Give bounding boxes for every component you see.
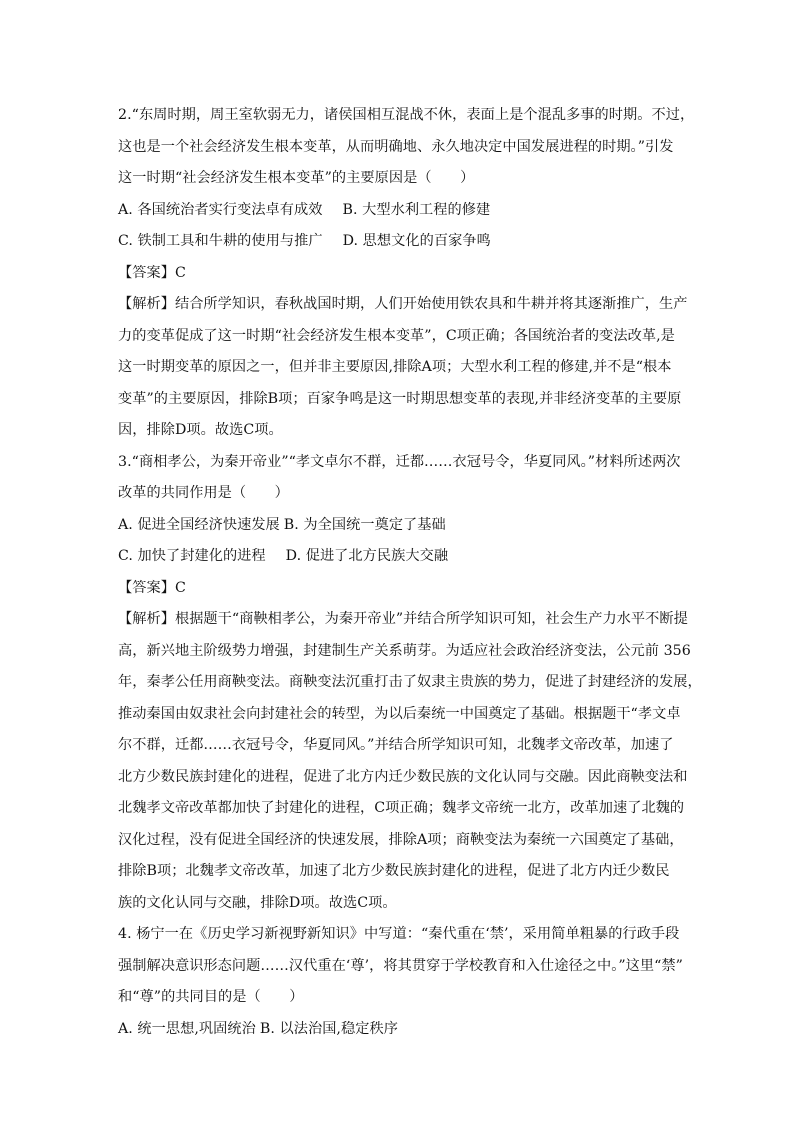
q3-options-row-2 [118, 541, 678, 573]
q3-analysis-line-9: 排除B项；北魏孝文帝改革，加速了北方少数民族封建化的进程，促进了北方内迁少数民 [118, 863, 670, 879]
q3-analysis-line-5: 尔不群，迁都……衣冠号令，华夏同风。”并结合所学知识可知，北魏孝文帝改革，加速了 [118, 737, 674, 753]
q3-analysis-line-6: 北方少数民族封建化的进程，促进了北方内迁少数民族的文化认同与交融。因此商鞅变法和 [118, 768, 688, 785]
q2-stem-line-2: 这也是一个社会经济发生根本变革，从而明确地、永久地决定中国发展进程的时期。”引发 [118, 138, 674, 155]
q4-option-b: B. 以法治国,稳定秩序 [259, 1020, 398, 1037]
q4-stem-line-3: 和“尊”的共同目的是（ ） [118, 989, 304, 1005]
question-4 [118, 919, 683, 1045]
q2-option-b: B. 大型水利工程的修建 [342, 201, 491, 218]
q2-stem-line-1: 2.“东周时期，周王室软弱无力，诸侯国相互混战不休，表面上是个混乱多事的时期。不过， [118, 107, 695, 123]
q3-analysis-line-4: 推动秦国由奴隶社会向封建社会的转型，为以后秦统一中国奠定了基础。根据题干“孝文卓 [118, 705, 681, 722]
q2-analysis-line-4: 变革”的主要原因，排除B项；百家争鸣是这一时期思想变革的表现,并非经济变革的主要原 [118, 390, 682, 407]
q3-analysis-line-1: 【解析】根据题干“商鞅相孝公，为秦开帝业”并结合所学知识可知，社会生产力水平不断提 [118, 611, 688, 627]
q4-stem-line-1: 4. 杨宁一在《历史学习新视野新知识》中写道：“秦代重在‘禁’，采用简单粗暴的行政手段 [118, 926, 680, 942]
question-3 [118, 447, 702, 920]
q3-option-d: D. 促进了北方民族大交融 [285, 548, 449, 564]
q2-analysis-line-2: 力的变革促成了这一时期“社会经济发生根本变革”，C项正确；各国统治者的变法改革,是 [118, 327, 675, 344]
q4-options-row-1 [118, 1014, 678, 1046]
document-page [118, 100, 702, 1045]
q3-analysis-line-10: 族的文化认同与交融，排除D项。故选C项。 [118, 894, 397, 911]
q3-analysis-line-3: 年，秦孝公任用商鞅变法。商鞅变法沉重打击了奴隶主贵族的势力，促进了封建经济的发展， [118, 674, 702, 690]
q2-analysis-line-5: 因，排除D项。故选C项。 [118, 422, 283, 438]
q4-option-a: A. 统一思想,巩固统治 [118, 1020, 256, 1037]
q2-stem-line-3: 这一时期“社会经济发生根本变革”的主要原因是（ ） [118, 170, 475, 186]
q3-option-c: C. 加快了封建化的进程 [118, 548, 266, 564]
q2-analysis-line-3: 这一时期变革的原因之一，但并非主要原因,排除A项；大型水利工程的修建,并不是“根本 [118, 359, 672, 375]
q4-stem-line-2: 强制解决意识形态问题……汉代重在‘尊’，将其贯穿于学校教育和入仕途径之中。”这里“禁” [118, 957, 683, 974]
q3-option-a: A. 促进全国经济快速发展 [118, 516, 280, 533]
q2-answer: 【答案】C [118, 264, 186, 281]
q2-option-d: D. 思想文化的百家争鸣 [342, 233, 491, 249]
question-2 [118, 100, 695, 447]
q3-analysis-line-2: 高，新兴地主阶级势力增强，封建制生产关系萌芽。为适应社会政治经济变法，公元前 356 [118, 642, 691, 659]
q2-options-row-1 [118, 195, 678, 227]
q2-options-row-2 [118, 226, 678, 258]
q3-stem-line-2: 改革的共同作用是（ ） [118, 485, 289, 501]
q3-answer: 【答案】C [118, 579, 186, 596]
q3-option-b: B. 为全国统一奠定了基础 [283, 516, 446, 533]
q2-option-c: C. 铁制工具和牛耕的使用与推广 [118, 233, 323, 249]
q3-stem-line-1: 3.“商相孝公，为秦开帝业”“孝文卓尔不群，迁都……衣冠号令，华夏同风。”材料所述两次 [118, 453, 681, 470]
q3-options-row-1 [118, 510, 678, 542]
q3-analysis-line-8: 汉化过程，没有促进全国经济的快速发展，排除A项；商鞅变法为秦统一六国奠定了基础， [118, 831, 684, 848]
q2-analysis-line-1: 【解析】结合所学知识，春秋战国时期，人们开始使用铁农具和牛耕并将其逐渐推广，生产 [118, 296, 688, 312]
q3-analysis-line-7: 北魏孝文帝改革都加快了封建化的进程，C项正确；魏孝文帝统一北方，改革加速了北魏的 [118, 800, 685, 816]
q2-option-a: A. 各国统治者实行变法卓有成效 [118, 201, 323, 218]
